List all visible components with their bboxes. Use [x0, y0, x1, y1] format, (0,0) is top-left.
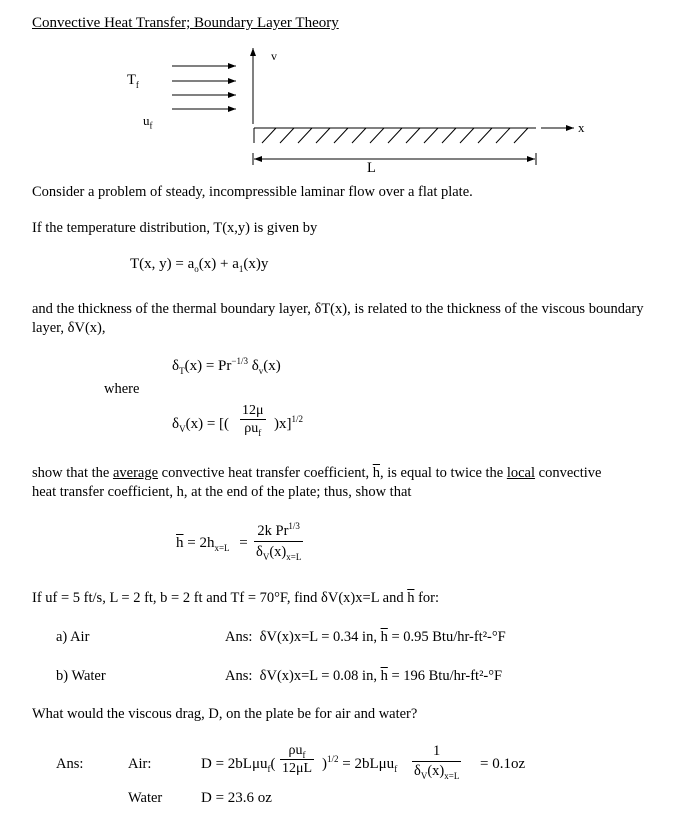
eq-air-result: = 0.1oz	[480, 756, 526, 772]
para-show-line1: show that the average convective heat transfer coefficient, $\overline{h}$, is equal to twice the local convective	[32, 465, 602, 481]
plate-hatching	[262, 128, 528, 143]
eq-air-mid: )$^{1/2}$ = 2bLμu$_f$	[322, 754, 398, 774]
para-intro: Consider a problem of steady, incompressible laminar flow over a flat plate.	[32, 184, 473, 200]
eq-air-fraction1: $\rho u_f$ 12μL	[282, 743, 313, 776]
label-Tf: $T_f$	[127, 72, 139, 90]
label-uf: $u_f$	[143, 113, 153, 131]
eq-temperature: T(x, $y) = a_o(x) + a_1(x)y$	[130, 256, 269, 274]
eq-delta-V-lhs: $\delta_V(x)$ = [(	[172, 416, 230, 434]
part-a-answer: Ans: δV(x)x=L = 0.34 in, $\overline{h} = 0.95$ Btu/hr-ft²-°F	[225, 629, 506, 645]
eq-h-lhs: $\overline{h} = 2h_{x=L}$ =	[176, 535, 248, 553]
label-x: x	[578, 120, 585, 135]
para-thickness: and the thickness of the thermal boundary layer, δT(x), is related to the thickness of the viscous boundary layer, δV(x),	[32, 301, 644, 336]
eq-air-fraction2: $\frac{1}{\delta_V(x)_{x=L}}$	[414, 743, 460, 781]
page-title: Convective Heat Transfer; Boundary Layer Theory	[32, 15, 339, 31]
eq-air-lhs: D = 2bLμu$_f$(	[201, 756, 276, 774]
air-label: Air:	[128, 756, 152, 772]
part-b-answer: Ans: δV(x)x=L = 0.08 in, $\overline{h} = 196$ Btu/hr-ft²-°F	[225, 668, 503, 684]
label-v: v	[271, 49, 277, 63]
para-show-line2: heat transfer coefficient, h, at the end of the plate; thus, show that	[32, 484, 412, 500]
diagram-svg	[0, 0, 675, 180]
label-L: L	[367, 160, 376, 176]
water-label: Water	[128, 790, 163, 806]
para-temp: If the temperature distribution, T(x,y) is given by	[32, 220, 318, 236]
para-given: If uf = 5 ft/s, L = 2 ft, b = 2 ft and Tf = 70°F, find δV(x)x=L and $\overline{h}$ for:	[32, 590, 440, 606]
part-a-label: a) Air	[56, 629, 90, 645]
eq-h-fraction: $\frac{2k Pr^{1/3}}{\delta_V(x)_{x=L}}$	[256, 521, 302, 562]
where-label: where	[104, 381, 140, 397]
para-drag: What would the viscous drag, D, on the plate be for air and water?	[32, 706, 418, 722]
boundary-layer-diagram	[0, 0, 675, 180]
eq-delta-V-fraction: 12μ $\rho u_f$	[242, 403, 264, 438]
eq-delta-V-tail: )x]$^{1/2}$	[274, 414, 304, 432]
eq-delta-T: $\delta_T(x) = Pr^{-1/3}$ $\delta_v(x)$	[172, 356, 281, 376]
eq-water: D = 23.6 oz	[201, 790, 272, 806]
part-b-label: b) Water	[56, 668, 106, 684]
ans-label: Ans:	[56, 756, 84, 772]
